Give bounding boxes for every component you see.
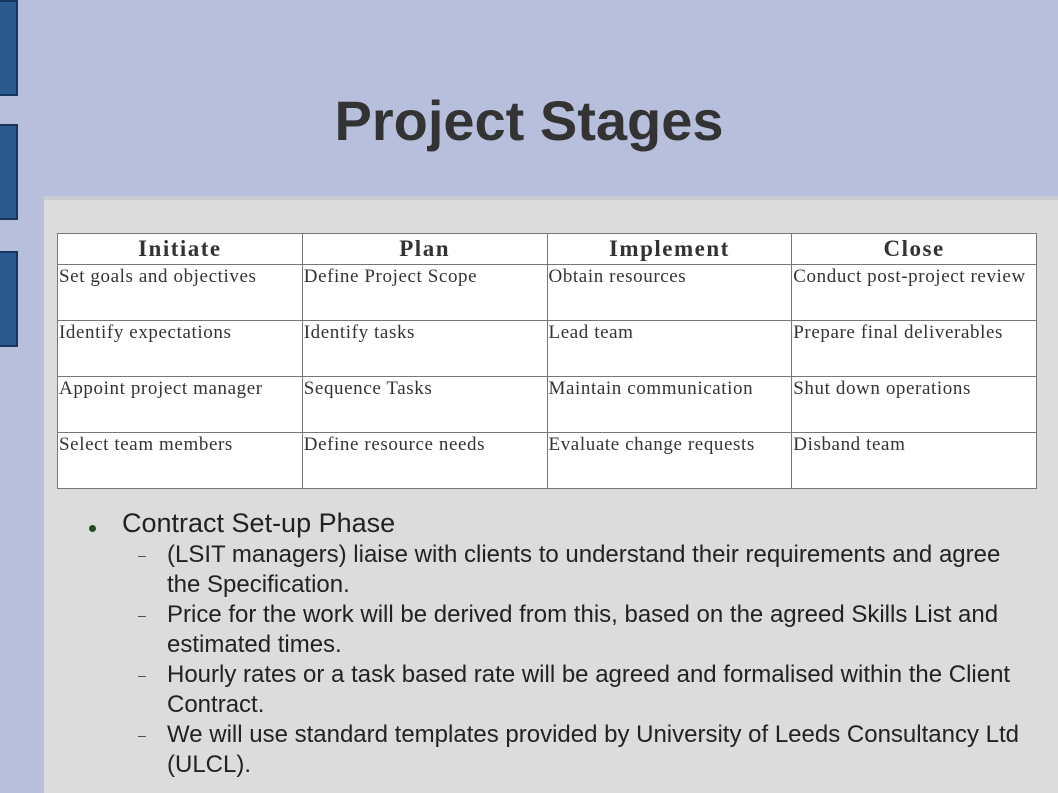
dash-icon: – xyxy=(138,727,146,743)
side-tab-decoration xyxy=(0,0,18,96)
header-implement: Implement xyxy=(547,234,792,265)
sub-bullet-item xyxy=(86,540,1036,600)
table-row xyxy=(58,321,1037,377)
table-cell: Define resource needs xyxy=(302,433,547,489)
table-row xyxy=(58,433,1037,489)
table-cell: Identify expectations xyxy=(58,321,303,377)
sub-bullet-item xyxy=(86,600,1036,660)
bullet-text: Contract Set-up Phase xyxy=(122,508,396,538)
slide-title: Project Stages xyxy=(334,89,724,152)
table-cell: Shut down operations xyxy=(792,377,1037,433)
table-cell: Evaluate change requests xyxy=(547,433,792,489)
table-row xyxy=(58,377,1037,433)
dash-icon: – xyxy=(138,667,146,683)
table-cell: Sequence Tasks xyxy=(302,377,547,433)
header-initiate: Initiate xyxy=(58,234,303,265)
table-header-row xyxy=(58,234,1037,265)
table-cell: Disband team xyxy=(792,433,1037,489)
header-plan: Plan xyxy=(302,234,547,265)
dash-icon: – xyxy=(138,607,146,623)
table-cell: Obtain resources xyxy=(547,265,792,321)
table-cell: Lead team xyxy=(547,321,792,377)
sub-bullet-item xyxy=(86,720,1036,780)
sub-bullet-text: Hourly rates or a task based rate will be agreed and formalised within the Client Contract. xyxy=(167,661,1011,718)
table-cell: Set goals and objectives xyxy=(58,265,303,321)
sub-bullet-text: We will use standard templates provided by University of Leeds Consultancy Ltd (ULCL). xyxy=(167,721,1019,778)
table-cell: Conduct post-project review xyxy=(792,265,1037,321)
sub-bullet-text: (LSIT managers) liaise with clients to understand their requirements and agree the Specification. xyxy=(167,541,1001,598)
dash-icon: – xyxy=(138,547,146,563)
project-stages-table xyxy=(57,233,1037,489)
table-cell: Select team members xyxy=(58,433,303,489)
table-cell: Prepare final deliverables xyxy=(792,321,1037,377)
table-cell: Maintain communication xyxy=(547,377,792,433)
bullet-item xyxy=(86,506,1036,540)
sub-bullet-item xyxy=(86,660,1036,720)
table-cell: Appoint project manager xyxy=(58,377,303,433)
bullet-dot-icon xyxy=(89,525,96,532)
sub-bullet-text: Price for the work will be derived from this, based on the agreed Skills List and estimated times. xyxy=(167,601,999,658)
table-cell: Identify tasks xyxy=(302,321,547,377)
table-row xyxy=(58,265,1037,321)
side-tab-decoration xyxy=(0,251,18,347)
header-close: Close xyxy=(792,234,1037,265)
table-cell: Define Project Scope xyxy=(302,265,547,321)
bullet-list xyxy=(86,506,1036,780)
